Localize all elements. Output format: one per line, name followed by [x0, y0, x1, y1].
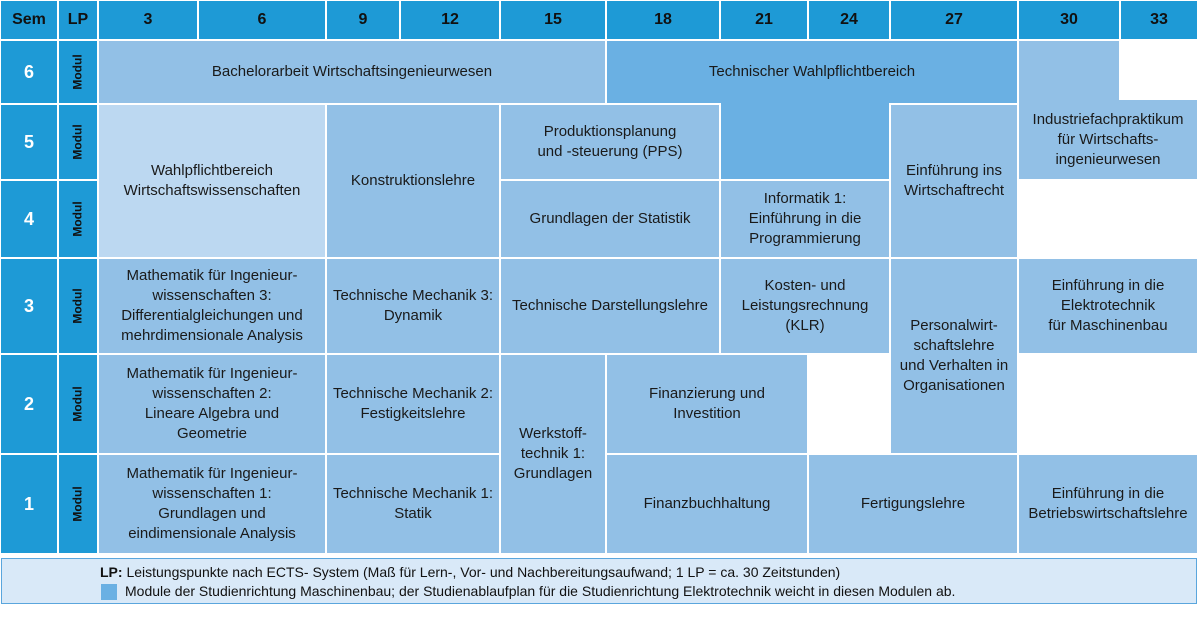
module-mathematik-3: Mathematik für Ingenieur- wissenschaften 3: Differentialgleichungen und mehrdimensionale Analysis [98, 258, 326, 354]
module-mathematik-1: Mathematik für Ingenieur- wissenschaften 1: Grundlagen und eindimensionale Analysis [98, 454, 326, 554]
module-elektrotechnik: Einführung in die Elektrotechnik für Maschinenbau [1018, 258, 1198, 354]
semester-1-label: 1 [0, 454, 58, 554]
module-finanzierung-investition: Finanzierung und Investition [606, 354, 808, 454]
module-personalwirtschaftslehre: Personalwirt- schaftslehre und Verhalten in Organisationen [890, 258, 1018, 454]
module-industriefachpraktikum-extension [1018, 40, 1120, 105]
lp-column-30: 30 [1018, 0, 1120, 40]
semester-4-modul-label [58, 180, 98, 258]
lp-column-12: 12 [400, 0, 500, 40]
module-wahlpflichtbereich-wirtschaftswissenschaften: Wahlpflichtbereich Wirtschaftswissenschaften [98, 104, 326, 258]
semester-6-modul-label [58, 40, 98, 104]
lp-column-21: 21 [720, 0, 808, 40]
modul-label-text: Modul [71, 54, 86, 90]
semester-5-label: 5 [0, 104, 58, 180]
module-finanzbuchhaltung: Finanzbuchhaltung [606, 454, 808, 554]
module-einfuehrung-wirtschaftrecht: Einführung ins Wirtschaftrecht [890, 104, 1018, 258]
lp-column-27: 27 [890, 0, 1018, 40]
module-grundlagen-statistik: Grundlagen der Statistik [500, 180, 720, 258]
module-informatik-1: Informatik 1: Einführung in die Programmierung [720, 180, 890, 258]
module-technischer-wahlpflichtbereich: Technischer Wahlpflichtbereich [606, 40, 1018, 104]
empty-cell [1120, 40, 1198, 104]
legend-lp-text: Leistungspunkte nach ECTS- System (Maß für Lern-, Vor- und Nachbereitungsaufwand; 1 LP = ca. 30 Zeitstunden) [122, 564, 841, 580]
legend-maschinenbau-swatch [101, 584, 117, 600]
module-fertigungslehre: Fertigungslehre [808, 454, 1018, 554]
lp-column-18: 18 [606, 0, 720, 40]
module-technische-mechanik-2: Technische Mechanik 2: Festigkeitslehre [326, 354, 500, 454]
module-konstruktionslehre: Konstruktionslehre [326, 104, 500, 258]
module-technische-darstellungslehre: Technische Darstellungslehre [500, 258, 720, 354]
module-technischer-wahlpflichtbereich-extension [720, 103, 890, 180]
lp-column-6: 6 [198, 0, 326, 40]
lp-column-33: 33 [1120, 0, 1198, 40]
modul-label-text: Modul [71, 124, 86, 160]
empty-cell [1018, 354, 1198, 454]
semester-5-modul-label [58, 104, 98, 180]
semester-2-label: 2 [0, 354, 58, 454]
lp-column-9: 9 [326, 0, 400, 40]
lp-column-3: 3 [98, 0, 198, 40]
module-technische-mechanik-3: Technische Mechanik 3: Dynamik [326, 258, 500, 354]
semester-2-modul-label [58, 354, 98, 454]
legend-lp-term: LP: [100, 564, 123, 580]
semester-3-modul-label [58, 258, 98, 354]
legend-lp-line [100, 564, 840, 580]
modul-label-text: Modul [71, 386, 86, 422]
legend-box [1, 558, 1197, 604]
sem-header: Sem [0, 0, 58, 40]
lp-column-24: 24 [808, 0, 890, 40]
module-werkstofftechnik-1: Werkstoff- technik 1: Grundlagen [500, 354, 606, 554]
modul-label-text: Modul [71, 201, 86, 237]
module-industriefachpraktikum: Industriefachpraktikum für Wirtschafts- ingenieurwesen [1018, 100, 1198, 180]
module-mathematik-2: Mathematik für Ingenieur- wissenschaften 2: Lineare Algebra und Geometrie [98, 354, 326, 454]
semester-3-label: 3 [0, 258, 58, 354]
lp-column-15: 15 [500, 0, 606, 40]
module-einfuehrung-bwl: Einführung in die Betriebswirtschaftslehre [1018, 454, 1198, 554]
module-technische-mechanik-1: Technische Mechanik 1: Statik [326, 454, 500, 554]
modul-label-text: Modul [71, 486, 86, 522]
modul-label-text: Modul [71, 288, 86, 324]
empty-cell [808, 354, 890, 454]
semester-6-label: 6 [0, 40, 58, 104]
lp-header: LP [58, 0, 98, 40]
semester-4-label: 4 [0, 180, 58, 258]
legend-maschinenbau-text: Module der Studienrichtung Maschinenbau; der Studienablaufplan für die Studienrichtung Elektrotechnik weicht in diesen Modulen ab. [125, 583, 956, 599]
semester-1-modul-label [58, 454, 98, 554]
empty-cell [1018, 180, 1198, 258]
module-pps: Produktionsplanung und -steuerung (PPS) [500, 104, 720, 180]
module-klr: Kosten- und Leistungsrechnung (KLR) [720, 258, 890, 354]
module-bachelorarbeit: Bachelorarbeit Wirtschaftsingenieurwesen [98, 40, 606, 104]
